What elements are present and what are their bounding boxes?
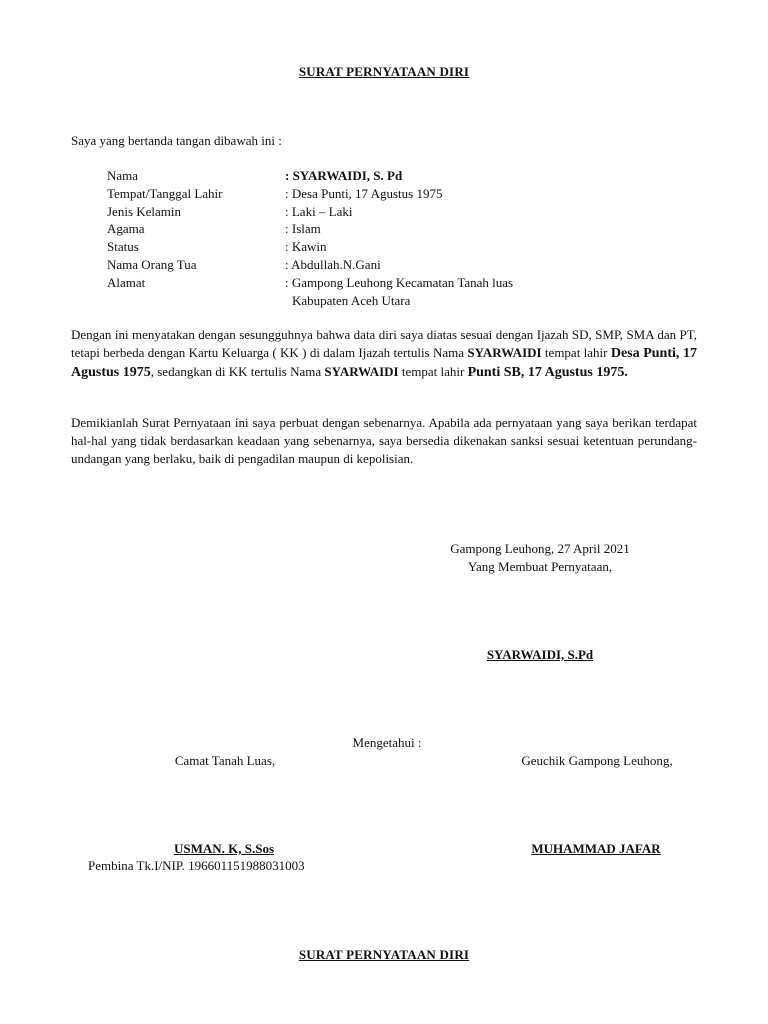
paragraph-text: tempat lahir — [398, 363, 468, 379]
camat-name: USMAN. K, S.Sos — [173, 841, 275, 856]
name-emphasis: SYARWAIDI — [467, 344, 542, 360]
field-label: Jenis Kelamin — [107, 203, 182, 219]
paragraph-text: tempat lahir — [541, 344, 611, 360]
birthplace-kk: Punti SB, 17 Agustus 1975. — [467, 364, 628, 380]
field-value: : Kawin — [285, 239, 327, 255]
paragraph-text: , sedangkan di KK tertulis Nama — [150, 363, 325, 379]
signature-place-date: Gampong Leuhong, 27 April 2021 — [450, 541, 630, 556]
acknowledge-label: Mengetahui : — [352, 735, 422, 750]
paragraph-text: Dengan ini menyatakan dengan sesungguhnya bahwa data diri saya diatas sesuai dengan Ijazah SD, SMP, SMA dan PT, tetapi berbeda dengan Kartu Keluarga ( KK ) di dalam Ijazah tertulis Nama — [71, 327, 697, 360]
intro-text: Saya yang bertanda tangan dibawah ini : — [71, 133, 282, 148]
closing-paragraph: Demikianlah Surat Pernyataan ini saya perbuat dengan sebenarnya. Apabila ada pernyataan yang saya berikan terdapat hal-hal yang tidak berdasarkan keadaan yang sebenarnya, saya bersedia dikenakan sanksi sesuai ketentuan perundang-undangan yang berlaku, baik di pengadilan maupun di kepolisian. — [71, 415, 697, 466]
signature-role: Yang Membuat Pernyataan, — [467, 559, 613, 574]
field-value: : Desa Punti, 17 Agustus 1975 — [285, 185, 443, 201]
field-label: Alamat — [107, 274, 146, 290]
field-value-continued: Kabupaten Aceh Utara — [292, 292, 411, 308]
field-value: : Islam — [285, 221, 321, 237]
field-label: Nama — [107, 168, 139, 183]
field-label: Status — [107, 239, 139, 255]
geuchik-title: Geuchik Gampong Leuhong, — [521, 753, 673, 768]
field-label: Agama — [107, 221, 145, 237]
field-value: : Gampong Leuhong Kecamatan Tanah luas — [285, 274, 514, 290]
signatory-name: SYARWAIDI, S.Pd — [486, 647, 594, 662]
camat-nip: Pembina Tk.I/NIP. 196601151988031003 — [88, 858, 305, 873]
birthplace-ijazah: Desa Punti, 17 Agustus 1975 — [71, 345, 698, 380]
field-label: Nama Orang Tua — [107, 256, 197, 272]
field-value: : Laki – Laki — [285, 203, 353, 219]
field-value: : SYARWAIDI, S. Pd — [285, 168, 403, 183]
document-title: SURAT PERNYATAAN DIRI — [298, 64, 470, 79]
name-emphasis: SYARWAIDI — [324, 363, 399, 379]
field-value: : Abdullah.N.Gani — [285, 256, 381, 272]
next-page-title: SURAT PERNYATAAN DIRI — [298, 947, 470, 962]
statement-paragraph — [71, 326, 697, 381]
camat-title: Camat Tanah Luas, — [174, 753, 276, 768]
geuchik-name: MUHAMMAD JAFAR — [531, 841, 661, 856]
field-label: Tempat/Tanggal Lahir — [107, 185, 223, 201]
